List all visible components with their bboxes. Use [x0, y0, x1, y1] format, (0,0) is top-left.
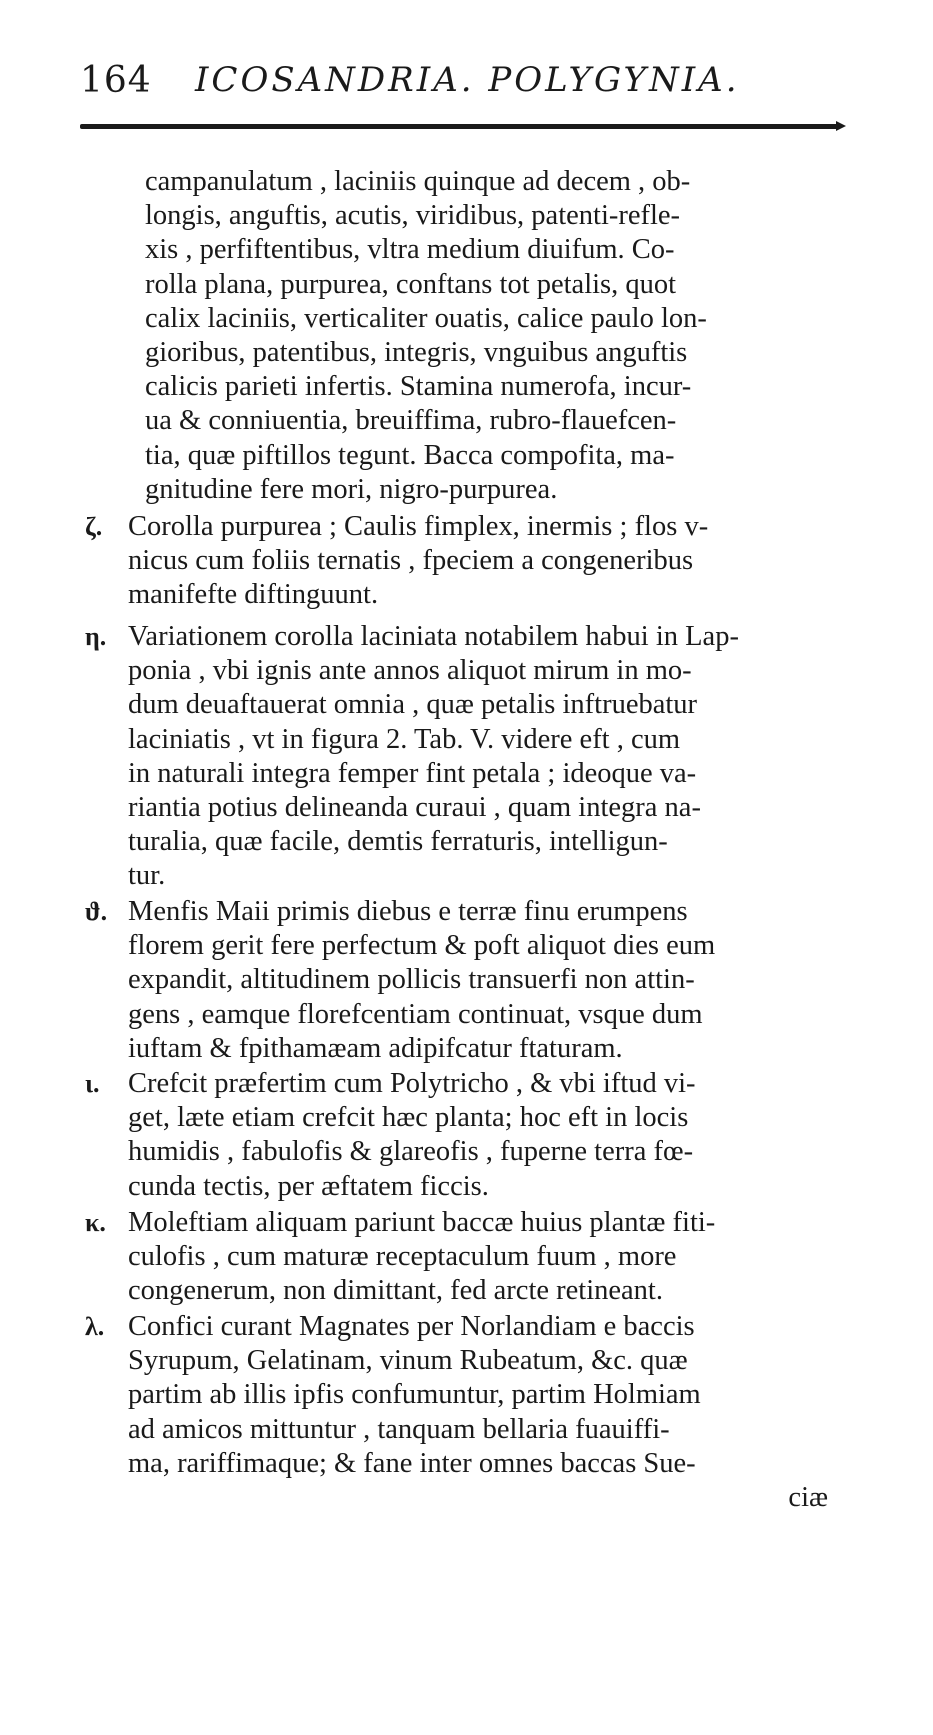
- text-line: tia, quæ piftillos tegunt. Bacca compofita, ma-: [145, 439, 675, 471]
- text-line: humidis , fabulofis & glareofis , fuperne terra fœ-: [128, 1136, 694, 1168]
- text-line: ma, rariffimaque; & fane inter omnes baccas Sue-: [128, 1447, 696, 1479]
- text-line: partim ab illis ipfis confumuntur, partim Holmiam: [128, 1379, 701, 1411]
- page-number: 164: [80, 60, 152, 101]
- text-line: ponia , vbi ignis ante annos aliquot mirum in mo-: [128, 655, 692, 687]
- text-line: laciniatis , vt in figura 2. Tab. V. videre eft , cum: [128, 723, 681, 755]
- text-line: calix laciniis, verticaliter ouatis, calice paulo lon-: [145, 302, 707, 334]
- note-marker: ι.: [85, 1069, 100, 1098]
- text-line: culofis , cum maturæ receptaculum fuum , more: [128, 1241, 677, 1273]
- header-rule: [80, 124, 838, 129]
- running-title: ICOSANDRIA. POLYGYNIA.: [195, 60, 740, 100]
- text-line: gioribus, patentibus, integris, vnguibus anguftis: [145, 337, 688, 369]
- text-line: manifefte diftinguunt.: [128, 579, 379, 611]
- text-line: Variationem corolla laciniata notabilem habui in Lap-: [128, 621, 739, 652]
- text-line: tur.: [128, 860, 166, 892]
- text-line: gnitudine fere mori, nigro-purpurea.: [145, 473, 558, 505]
- text-line: congenerum, non dimittant, fed arcte retineant.: [128, 1275, 663, 1307]
- text-line: longis, anguftis, acutis, viridibus, patenti-refle-: [145, 200, 681, 232]
- text-line: Crefcit præfertim cum Polytricho , & vbi iftud vi-: [128, 1068, 696, 1099]
- text-line: dum deuaftauerat omnia , quæ petalis inftruebatur: [128, 689, 698, 721]
- note-marker: ϑ.: [85, 897, 108, 926]
- text-line: calicis parieti infertis. Stamina numerofa, incur-: [145, 371, 692, 403]
- text-line: in naturali integra femper fint petala ; ideoque va-: [128, 757, 697, 789]
- note-marker: η.: [85, 622, 107, 651]
- text-line: riantia potius delineanda curaui , quam integra na-: [128, 792, 701, 824]
- text-line: ua & conniuentia, breuiffima, rubro-flauefcen-: [145, 405, 677, 437]
- text-line: campanulatum , laciniis quinque ad decem , ob-: [145, 166, 691, 197]
- text-line: ad amicos mittuntur , tanquam bellaria fuauiffi-: [128, 1413, 670, 1445]
- page-header: [80, 60, 840, 110]
- text-line: turalia, quæ facile, demtis ferraturis, intelligun-: [128, 826, 668, 858]
- text-line: cunda tectis, per æftatem ficcis.: [128, 1170, 489, 1202]
- note-marker: λ.: [85, 1312, 105, 1341]
- text-line: Moleftiam aliquam pariunt baccæ huius plantæ fiti-: [128, 1207, 716, 1238]
- text-line: Menfis Maii primis diebus e terræ finu erumpens: [128, 896, 688, 927]
- text-line: xis , perfiftentibus, vltra medium diuifum. Co-: [145, 234, 675, 266]
- note-marker: ζ.: [85, 512, 103, 541]
- text-line: rolla plana, purpurea, conftans tot petalis, quot: [145, 268, 677, 300]
- text-line: get, læte etiam crefcit hæc planta; hoc eft in locis: [128, 1102, 689, 1134]
- text-line: Corolla purpurea ; Caulis fimplex, inermis ; flos v-: [128, 511, 709, 542]
- text-line: expandit, altitudinem pollicis transuerfi non attin-: [128, 964, 695, 996]
- catchword: ciæ: [788, 1482, 828, 1514]
- text-line: Confici curant Magnates per Norlandiam e baccis: [128, 1311, 695, 1342]
- text-line: florem gerit fere perfectum & poft aliquot dies eum: [128, 930, 716, 962]
- text-line: nicus cum foliis ternatis , fpeciem a congeneribus: [128, 545, 694, 577]
- continuation-paragraph: [145, 165, 845, 507]
- text-line: Syrupum, Gelatinam, vinum Rubeatum, &c. quæ: [128, 1345, 688, 1377]
- text-line: iuftam & fpithamæam adipifcatur ftaturam.: [128, 1032, 623, 1064]
- text-line: gens , eamque florefcentiam continuat, vsque dum: [128, 998, 703, 1030]
- note-marker: κ.: [85, 1208, 106, 1237]
